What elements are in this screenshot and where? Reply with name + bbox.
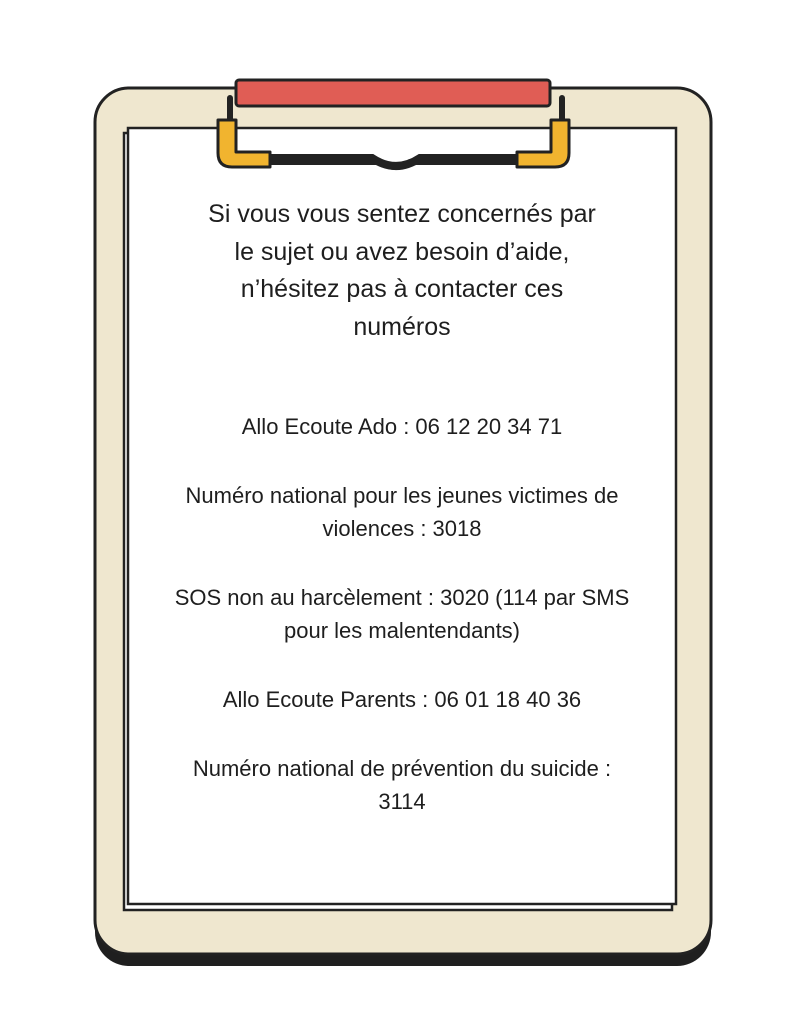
contact-jeunes-victimes: Numéro national pour les jeunes victimes de violences : 3018: [185, 483, 619, 541]
paper-content: [130, 196, 674, 854]
contact-sos-harcelement: SOS non au harcèlement : 3020 (114 par SMS pour les malentendants): [174, 585, 630, 643]
contact-list: [130, 410, 674, 818]
clip-top-bar: [236, 80, 550, 106]
contact-allo-ecoute-parents: Allo Ecoute Parents : 06 01 18 40 36: [222, 687, 582, 712]
contact-allo-ecoute-ado: Allo Ecoute Ado : 06 12 20 34 71: [241, 414, 563, 439]
intro-text: Si vous vous sentez concernés par le sujet ou avez besoin d’aide, n’hésitez pas à contacter ces numéros: [208, 200, 596, 341]
contact-prevention-suicide: Numéro national de prévention du suicide : 3114: [192, 756, 612, 814]
